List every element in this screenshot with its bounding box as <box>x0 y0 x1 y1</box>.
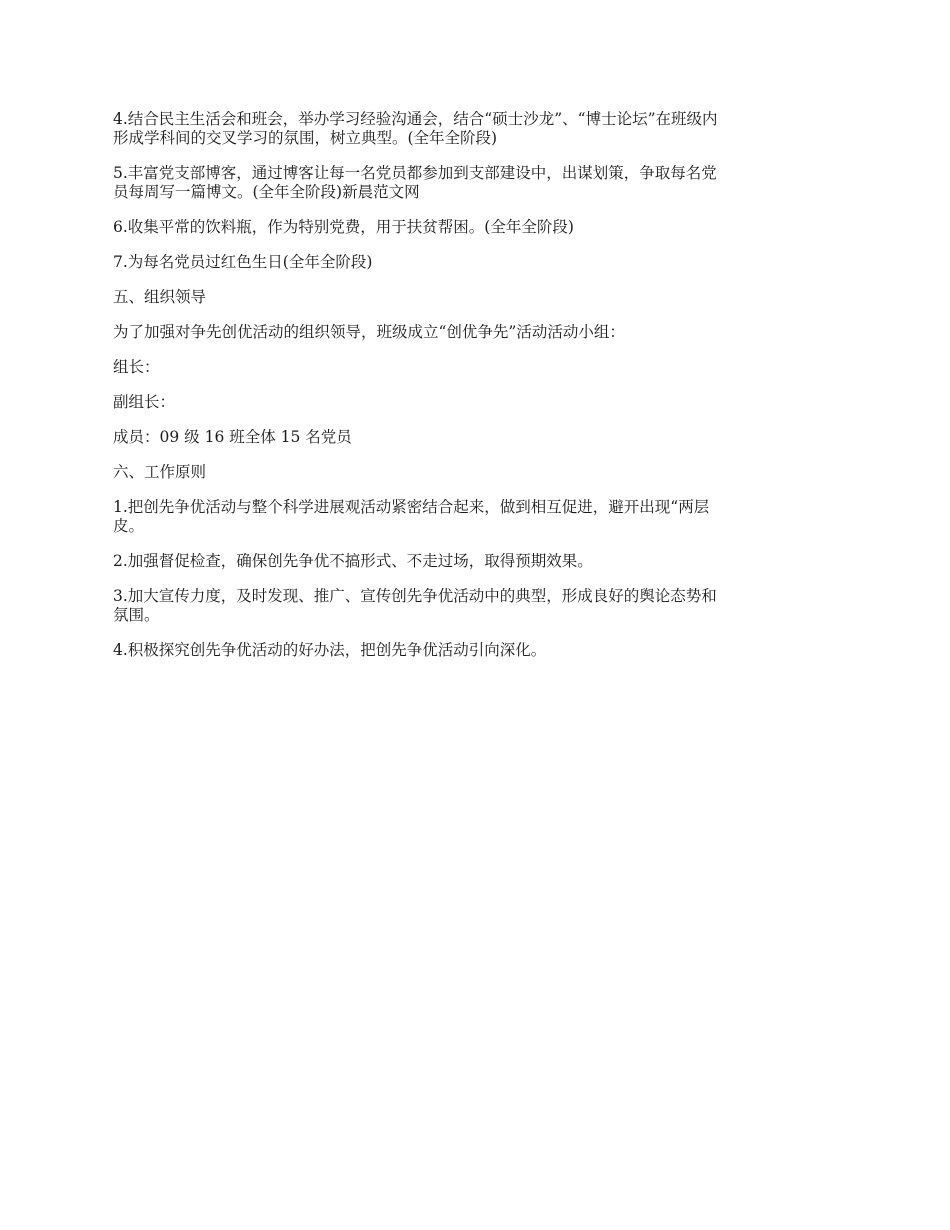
paragraph-line: 1.把创先争优活动与整个科学进展观活动紧密结合起来，做到相互促进，避开出现“两层 <box>113 498 710 516</box>
paragraph-principle-2 <box>113 552 837 571</box>
paragraph-line: 4.结合民主生活会和班会，举办学习经验沟通会，结合“硕士沙龙”、“博士论坛”在班级内 <box>113 110 718 128</box>
paragraph-item-6 <box>113 218 837 237</box>
paragraph-line: 副组长： <box>113 393 176 411</box>
paragraph-line: 6.收集平常的饮料瓶，作为特别党费，用于扶贫帮困。(全年全阶段) <box>113 218 574 236</box>
paragraph-line: 皮。 <box>113 517 145 535</box>
paragraph-line: 氛围。 <box>113 606 160 624</box>
paragraph-line: 员每周写一篇博文。(全年全阶段)新晨范文网 <box>113 183 420 201</box>
document-page <box>113 110 837 676</box>
paragraph-line: 为了加强对争先创优活动的组织领导，班级成立“创优争先”活动活动小组： <box>113 323 625 341</box>
paragraph-line: 成员：09 级 16 班全体 15 名党员 <box>113 428 352 446</box>
paragraph-deputy-leader <box>113 393 837 412</box>
paragraph-item-4 <box>113 110 837 148</box>
heading-line: 六、工作原则 <box>113 463 207 481</box>
paragraph-principle-4 <box>113 641 837 660</box>
paragraph-line: 2.加强督促检查，确保创先争优不搞形式、不走过场，取得预期效果。 <box>113 552 593 570</box>
section-heading-principles <box>113 463 837 482</box>
section-heading-organization <box>113 288 837 307</box>
paragraph-principle-1 <box>113 498 837 536</box>
paragraph-line: 5.丰富党支部博客，通过博客让每一名党员都参加到支部建设中，出谋划策，争取每名党 <box>113 164 717 182</box>
paragraph-line: 组长： <box>113 358 160 376</box>
paragraph-item-7 <box>113 253 837 272</box>
paragraph-line: 4.积极探究创先争优活动的好办法，把创先争优活动引向深化。 <box>113 641 547 659</box>
paragraph-principle-3 <box>113 587 837 625</box>
paragraph-line: 形成学科间的交叉学习的氛围，树立典型。(全年全阶段) <box>113 129 498 147</box>
paragraph-group-leader <box>113 358 837 377</box>
paragraph-line: 7.为每名党员过红色生日(全年全阶段) <box>113 253 373 271</box>
paragraph-item-5 <box>113 164 837 202</box>
paragraph-members <box>113 428 837 447</box>
paragraph-line: 3.加大宣传力度，及时发现、推广、宣传创先争优活动中的典型，形成良好的舆论态势和 <box>113 587 717 605</box>
paragraph-organization-intro <box>113 323 837 342</box>
heading-line: 五、组织领导 <box>113 288 207 306</box>
